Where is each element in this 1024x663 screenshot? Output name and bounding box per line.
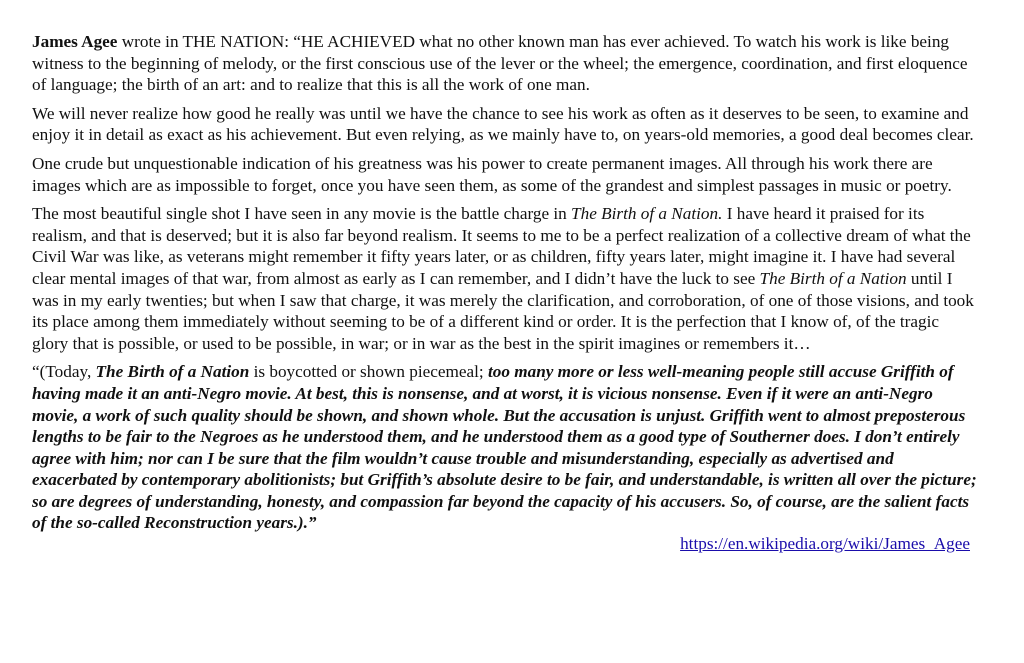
paragraph-4 bbox=[32, 203, 978, 354]
paragraph-2-text: We will never realize how good he really was until we have the chance to see his work as often as it deserves to be seen, to examine and enjoy it in detail as exact as his achievement. But even relying, as we mainly have to, on years-old memories, a good deal becomes clear. bbox=[32, 103, 974, 145]
paragraph-4-text-a: The most beautiful single shot I have seen in any movie is the battle charge in bbox=[32, 204, 572, 224]
paragraph-3-text: One crude but unquestionable indication of his greatness was his power to create permanent images. All through his work there are images which are as impossible to forget, once you have seen them, as some of the grandest and simplest passages in music or poetry. bbox=[32, 153, 952, 195]
paragraph-2 bbox=[32, 103, 978, 146]
film-title-bold-italic: The Birth of a Nation bbox=[95, 362, 250, 382]
author-name: James Agee bbox=[32, 32, 118, 51]
paragraph-4-text-b: I have heard it praised for its realism, and that is deserved; but it is also far beyond realism. It seems to me to be a perfect realization of a collective dream of what the Civil War was like, as veterans might remember it fifty years later, or as children, fifty years later, might imagine it. I have had several clear mental images of that war, from almost as early as I can remember, and I didn’t have the luck to see bbox=[32, 204, 971, 288]
paragraph-5-text-b: is boycotted or shown piecemeal; bbox=[249, 362, 488, 382]
paragraph-4-text-c: until I was in my early twenties; but when I saw that charge, it was merely the clarification, and corroboration, of one of those visions, and took its place among them immediately without seeming to be of a different kind or order. It is the perfection that I know of, of the tragic glory that is possible, or used to be possible, in war; or in war as the best in the spirit imagines or remembers it… bbox=[32, 268, 974, 353]
paragraph-5-quote bbox=[32, 361, 978, 534]
film-title-italic-1: The Birth of a Nation. bbox=[571, 204, 723, 224]
paragraph-5-text-a: “(Today, bbox=[32, 362, 96, 382]
paragraph-3 bbox=[32, 153, 978, 196]
source-link[interactable]: https://en.wikipedia.org/wiki/James_Agee bbox=[680, 534, 970, 554]
film-title-italic-2: The Birth of a Nation bbox=[759, 268, 907, 288]
paragraph-1-text: wrote in THE NATION: “HE ACHIEVED what no other known man has ever achieved. To watch his work is like being witness to the beginning of melody, or the first conscious use of the lever or the wheel; the emergence, coordination, and first eloquence of language; the birth of an art: and to realize that this is all the work of one man. bbox=[32, 32, 968, 95]
paragraph-5-bold-italic-text: too many more or less well-meaning people still accuse Griffith of having made it an anti-Negro movie. At best, this is nonsense, and at worst, it is vicious nonsense. Even if it were an anti-Negro movie, a work of such quality should be shown, and shown whole. But the accusation is unjust. Griffith went to almost preposterous lengths to be fair to the Negroes as he understood them, and he understood them as a good type of Southerner does. I don’t entirely agree with him; nor can I be sure that the film wouldn’t cause trouble and misunderstanding, especially as advertised and exacerbated by contemporary abolitionists; but Griffith’s absolute desire to be fair, and understandable, is written all over the picture; so are degrees of understanding, honesty, and compassion far beyond the capacity of his accusers. So, of course, are the salient facts of the so-called Reconstruction years.).” bbox=[32, 362, 977, 533]
paragraph-1 bbox=[32, 31, 978, 96]
source-line bbox=[32, 534, 978, 554]
